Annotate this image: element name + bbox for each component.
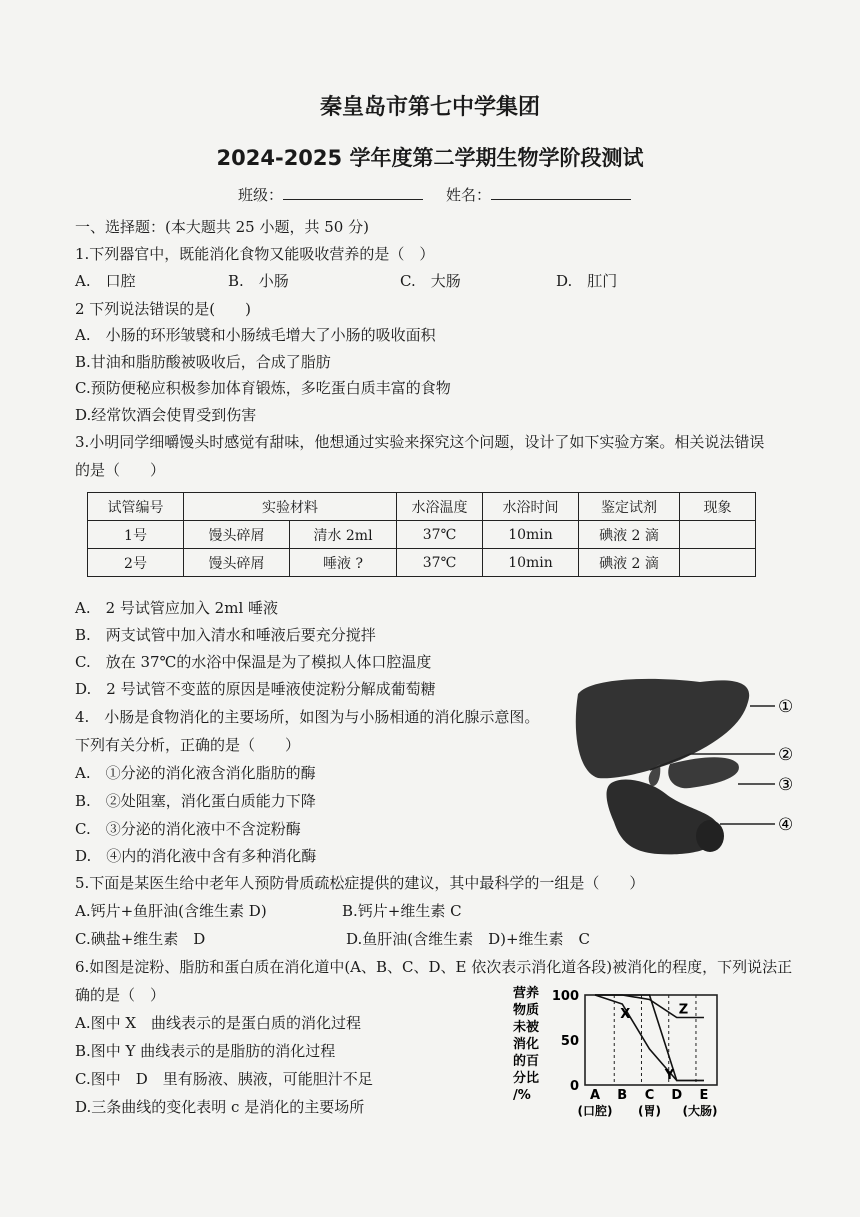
table-row xyxy=(88,549,756,577)
table-header: 实验材料 xyxy=(184,493,397,521)
table-cell: 馒头碎屑 xyxy=(184,549,290,577)
y-axis-label-line: 的百 xyxy=(513,1054,540,1069)
table-cell xyxy=(680,549,756,577)
q2-option-a[interactable]: A. 小肠的环形皱襞和小肠绒毛增大了小肠的吸收面积 xyxy=(75,326,436,344)
x-tick-label: C xyxy=(644,1088,655,1103)
q3-option-a[interactable]: A. 2 号试管应加入 2ml 唾液 xyxy=(75,599,279,617)
plot-frame xyxy=(585,995,717,1085)
x-tick-label: E xyxy=(699,1088,709,1103)
y-axis-label-line: 物质 xyxy=(513,1003,540,1018)
table-cell: 37℃ xyxy=(397,549,483,577)
q5-option-c[interactable]: C.碘盐+维生素 D xyxy=(75,930,206,948)
q3-option-b[interactable]: B. 两支试管中加入清水和唾液后要充分搅拌 xyxy=(75,626,376,644)
q1-option-c[interactable]: C. 大肠 xyxy=(400,272,461,290)
q4-option-a[interactable]: A. ①分泌的消化液含消化脂肪的酶 xyxy=(75,764,316,782)
y-axis-label-line: /% xyxy=(513,1088,531,1103)
school-title: 秦皇岛市第七中学集团 xyxy=(319,95,540,120)
table-cell: 碘液 2 滴 xyxy=(579,549,680,577)
label-3: ③ xyxy=(778,775,794,795)
q5-option-a[interactable]: A.钙片+鱼肝油(含维生素 D) xyxy=(75,902,267,920)
table-cell: 碘液 2 滴 xyxy=(579,521,680,549)
x-tick-label: B xyxy=(617,1088,628,1103)
q4-stem-line1: 4. 小肠是食物消化的主要场所，如图为与小肠相通的消化腺示意图。 xyxy=(75,708,540,726)
table-header: 水浴时间 xyxy=(483,493,579,521)
table-header: 水浴温度 xyxy=(397,493,483,521)
segment-organ-label: (大肠) xyxy=(682,1104,718,1118)
name-label: 姓名： xyxy=(446,186,492,204)
q2-option-c[interactable]: C.预防便秘应积极参加体育锻炼，多吃蛋白质丰富的食物 xyxy=(75,379,451,397)
segment-organ-label: (口腔) xyxy=(577,1104,613,1118)
q3-stem-line1: 3.小明同学细嚼馒头时感觉有甜味，他想通过实验来探究这个问题，设计了如下实验方案。相关说法错误 xyxy=(75,433,765,451)
y-axis-label-line: 未被 xyxy=(513,1020,540,1035)
q3-option-c[interactable]: C. 放在 37℃的水浴中保温是为了模拟人体口腔温度 xyxy=(75,653,432,671)
x-tick-label: D xyxy=(671,1088,683,1103)
series-label-z: Z xyxy=(678,1002,689,1018)
q5-stem: 5.下面是某医生给中老年人预防骨质疏松症提供的建议，其中最科学的一组是（ ） xyxy=(75,874,645,892)
q1-stem: 1.下列器官中，既能消化食物又能吸收营养的是（ ） xyxy=(75,245,435,263)
exam-title: 2024-2025 学年度第二学期生物学阶段测试 xyxy=(216,146,644,170)
name-blank[interactable] xyxy=(491,185,631,200)
q4-option-b[interactable]: B. ②处阻塞，消化蛋白质能力下降 xyxy=(75,792,316,810)
table-cell: 1号 xyxy=(88,521,184,549)
pancreas-shape xyxy=(668,757,739,788)
table-cell: 10min xyxy=(483,521,579,549)
table-cell: 2号 xyxy=(88,549,184,577)
label-1: ① xyxy=(778,697,794,717)
q6-option-c[interactable]: C.图中 D 里有肠液、胰液，可能胆汁不足 xyxy=(75,1070,373,1088)
y-axis-label xyxy=(513,985,539,1103)
q1-option-a[interactable]: A. 口腔 xyxy=(75,272,136,290)
q6-stem-line1: 6.如图是淀粉、脂肪和蛋白质在消化道中(A、B、C、D、E 依次表示消化道各段)被消化的程度，下列说法正 xyxy=(75,958,793,976)
x-tick-label: A xyxy=(589,1088,601,1103)
series-label-y: Y xyxy=(664,1068,675,1083)
q4-option-c[interactable]: C. ③分泌的消化液中不含淀粉酶 xyxy=(75,820,301,838)
y-tick-label: 0 xyxy=(569,1079,579,1094)
q3-stem-line2: 的是（ ） xyxy=(75,461,166,479)
table-cell xyxy=(680,521,756,549)
table-cell: 清水 2ml xyxy=(290,521,397,549)
q6-option-d[interactable]: D.三条曲线的变化表明 c 是消化的主要场所 xyxy=(75,1098,365,1116)
name-field xyxy=(446,184,631,205)
class-blank[interactable] xyxy=(283,185,423,200)
digestion-chart xyxy=(505,985,735,1125)
y-axis-label-line: 营养 xyxy=(513,986,540,1001)
class-field xyxy=(238,184,423,205)
q4-stem-line2: 下列有关分析，正确的是（ ） xyxy=(75,736,301,754)
q1-option-d[interactable]: D. 肛门 xyxy=(556,272,618,290)
table-header-row xyxy=(88,493,756,521)
q6-stem-line2: 确的是（ ） xyxy=(75,986,166,1004)
table-cell: 馒头碎屑 xyxy=(184,521,290,549)
q3-option-d[interactable]: D. 2 号试管不变蓝的原因是唾液使淀粉分解成葡萄糖 xyxy=(75,680,436,698)
y-tick-label: 50 xyxy=(560,1034,579,1049)
series-label-x: X xyxy=(620,1007,631,1022)
table-cell: 10min xyxy=(483,549,579,577)
intestine-end-shape xyxy=(696,820,724,852)
y-axis-label-line: 分比 xyxy=(513,1071,540,1086)
q1-option-b[interactable]: B. 小肠 xyxy=(228,272,289,290)
segment-organ-label: (胃) xyxy=(637,1104,661,1118)
table-header: 现象 xyxy=(680,493,756,521)
q2-option-d[interactable]: D.经常饮酒会使胃受到伤害 xyxy=(75,406,257,424)
q2-stem: 2 下列说法错误的是( ) xyxy=(75,300,252,318)
label-4: ④ xyxy=(778,815,794,835)
y-tick-label: 100 xyxy=(551,989,579,1004)
q6-option-a[interactable]: A.图中 X 曲线表示的是蛋白质的消化过程 xyxy=(75,1014,362,1032)
section-heading: 一、选择题：(本大题共 25 小题，共 50 分) xyxy=(75,218,369,236)
table-cell: 唾液 ? xyxy=(290,549,397,577)
q6-option-b[interactable]: B.图中 Y 曲线表示的是脂肪的消化过程 xyxy=(75,1042,336,1060)
q4-option-d[interactable]: D. ④内的消化液中含有多种消化酶 xyxy=(75,847,317,865)
label-2: ② xyxy=(778,745,794,765)
experiment-table xyxy=(87,492,756,577)
table-row xyxy=(88,521,756,549)
table-header: 鉴定试剂 xyxy=(579,493,680,521)
y-axis-label-line: 消化 xyxy=(513,1037,540,1052)
q5-option-b[interactable]: B.钙片+维生素 C xyxy=(342,902,462,920)
q5-option-d[interactable]: D.鱼肝油(含维生素 D)+维生素 C xyxy=(346,930,591,948)
table-header: 试管编号 xyxy=(88,493,184,521)
class-label: 班级： xyxy=(238,186,284,204)
digestive-gland-diagram xyxy=(570,672,810,862)
q2-option-b[interactable]: B.甘油和脂肪酸被吸收后，合成了脂肪 xyxy=(75,353,331,371)
table-cell: 37℃ xyxy=(397,521,483,549)
